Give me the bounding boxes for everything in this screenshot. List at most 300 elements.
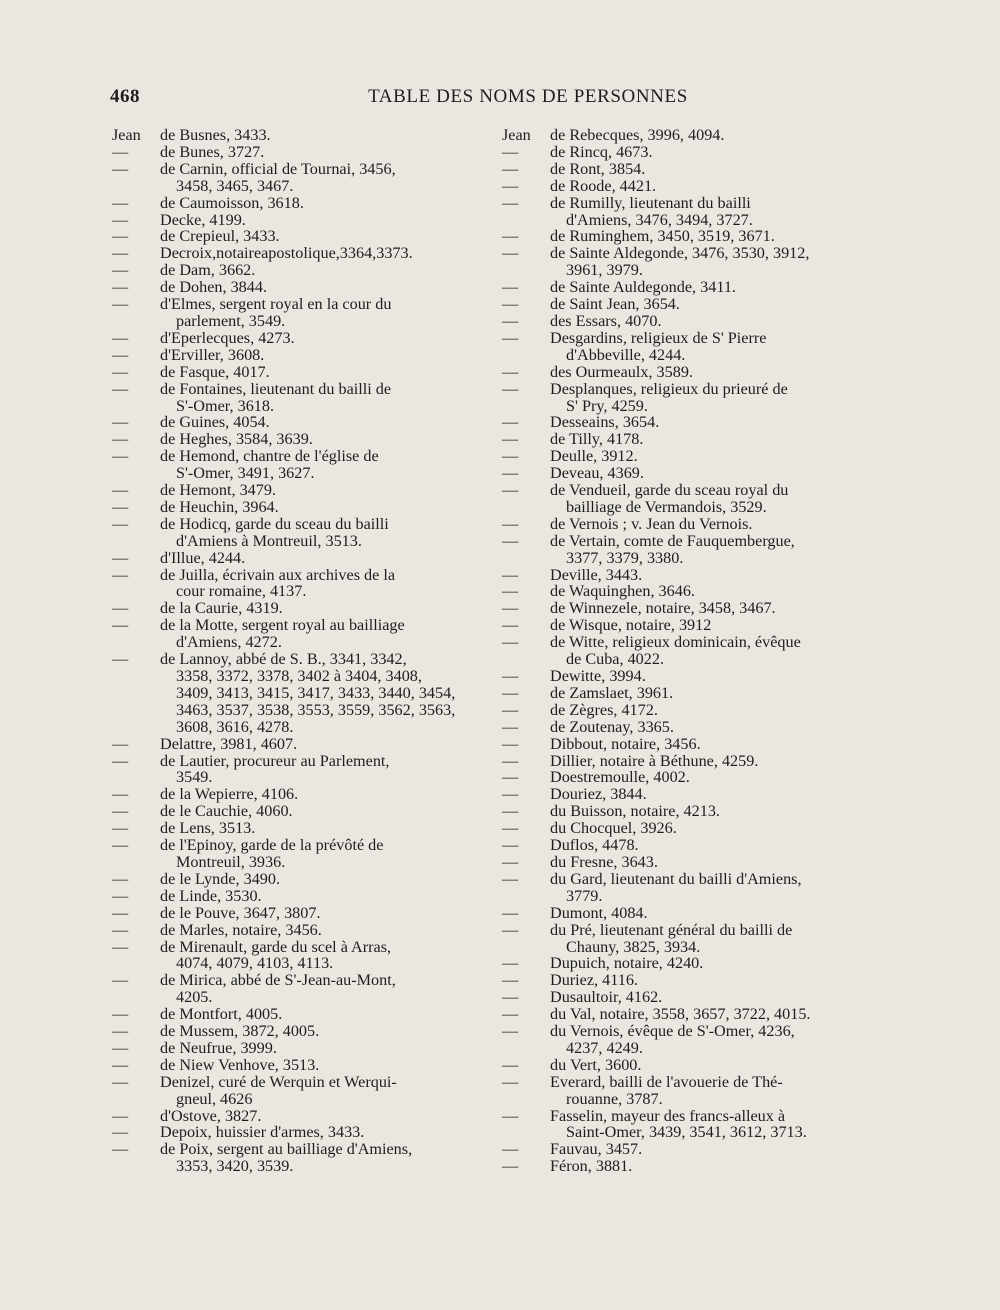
- entry-continuation: bailliage de Vermandois, 3529.: [566, 497, 767, 516]
- entry-text: de Juilla, écrivain aux archives de la: [160, 565, 396, 584]
- entry-text: Depoix, huissier d'armes, 3433.: [160, 1123, 365, 1142]
- entry-text: de Vertain, comte de Fauquembergue,: [550, 531, 795, 550]
- entry-text: de Zamslaet, 3961.: [550, 683, 674, 702]
- entry-text: de Mirenault, garde du scel à Arras,: [160, 937, 392, 956]
- entry-dash: —: [112, 802, 129, 821]
- entry-dash: —: [502, 954, 519, 973]
- entry-text: de la Wepierre, 4106.: [160, 785, 299, 804]
- index-entry: [112, 364, 484, 381]
- index-entry: [502, 482, 880, 516]
- index-entry: [112, 1006, 484, 1023]
- index-entry: [112, 262, 484, 279]
- index-entry: [502, 955, 880, 972]
- entry-text: du Gard, lieutenant du bailli d'Amiens,: [550, 869, 802, 888]
- index-entry: [502, 1057, 880, 1074]
- entry-continuation: de Cuba, 4022.: [566, 650, 665, 669]
- index-entry: [502, 228, 880, 245]
- page-header: [110, 86, 886, 112]
- entry-dash: —: [112, 1106, 129, 1125]
- index-entry: [502, 381, 880, 415]
- entry-continuation: parlement, 3549.: [176, 311, 286, 330]
- entry-text: de Busnes, 3433.: [160, 126, 271, 144]
- entry-forename: Jean: [502, 126, 531, 144]
- entry-dash: —: [502, 599, 519, 618]
- entry-dash: —: [502, 734, 519, 753]
- index-entry: [112, 1074, 484, 1108]
- entry-dash: —: [112, 836, 129, 855]
- entry-text: Fauvau, 3457.: [550, 1140, 643, 1159]
- entry-dash: —: [502, 193, 519, 212]
- entry-dash: —: [502, 768, 519, 787]
- entry-dash: —: [112, 497, 129, 516]
- index-entry: [502, 431, 880, 448]
- entry-text: de Zoutenay, 3365.: [550, 717, 674, 736]
- entry-text: du Vert, 3600.: [550, 1055, 642, 1074]
- entry-dash: —: [502, 379, 519, 398]
- entry-text: d'Elmes, sergent royal en la cour du: [160, 295, 392, 314]
- index-entry: [112, 414, 484, 431]
- index-entry: [112, 212, 484, 229]
- index-entry: [112, 347, 484, 364]
- entry-text: Delattre, 3981, 4607.: [160, 734, 298, 753]
- index-entry: [502, 414, 880, 431]
- entry-continuation: rouanne, 3787.: [566, 1089, 663, 1108]
- index-entry: [112, 1124, 484, 1141]
- entry-continuation: S' Pry, 4259.: [566, 396, 648, 415]
- entry-continuation: 3358, 3372, 3378, 3402 à 3404, 3408,: [176, 667, 422, 685]
- entry-text: de Roode, 4421.: [550, 176, 657, 195]
- entry-text: des Ourmeaulx, 3589.: [550, 362, 693, 381]
- entry-dash: —: [112, 142, 129, 161]
- index-entry: [502, 330, 880, 364]
- entry-text: Dupuich, notaire, 4240.: [550, 954, 704, 973]
- entry-text: Douriez, 3844.: [550, 785, 647, 804]
- entry-dash: —: [112, 295, 129, 314]
- entry-text: Decroix,notaireapostolique,3364,3373.: [160, 244, 413, 263]
- index-entry: [112, 922, 484, 939]
- index-entry: [112, 736, 484, 753]
- entry-continuation: 3458, 3465, 3467.: [176, 176, 294, 195]
- index-entry: [502, 871, 880, 905]
- entry-continuation: 3608, 3616, 4278.: [176, 717, 294, 736]
- entry-continuation: 3353, 3420, 3539.: [176, 1157, 294, 1176]
- entry-text: de Caumoisson, 3618.: [160, 193, 304, 212]
- entry-dash: —: [112, 1072, 129, 1091]
- index-entry: [502, 989, 880, 1006]
- entry-dash: —: [502, 1022, 519, 1041]
- index-entry: [112, 567, 484, 601]
- entry-text: Deville, 3443.: [550, 565, 643, 584]
- index-entry: [112, 448, 484, 482]
- entry-dash: —: [112, 1022, 129, 1041]
- entry-text: de Winnezele, notaire, 3458, 3467.: [550, 599, 776, 618]
- entry-text: du Fresne, 3643.: [550, 852, 658, 871]
- entry-dash: —: [112, 345, 129, 364]
- entry-continuation: 3549.: [176, 768, 213, 787]
- index-entry: [112, 245, 484, 262]
- entry-text: Fasselin, mayeur des francs-alleux à: [550, 1106, 786, 1125]
- entry-dash: —: [112, 227, 129, 246]
- index-entry: [502, 1006, 880, 1023]
- entry-text: de Sainte Aldegonde, 3476, 3530, 3912,: [550, 244, 810, 263]
- entry-text: du Val, notaire, 3558, 3657, 3722, 4015.: [550, 1005, 811, 1024]
- entry-text: d'Ostove, 3827.: [160, 1106, 262, 1125]
- entry-dash: —: [112, 413, 129, 432]
- entry-text: de Zègres, 4172.: [550, 700, 658, 719]
- entry-dash: —: [112, 920, 129, 939]
- entry-dash: —: [502, 430, 519, 449]
- index-entry: [112, 330, 484, 347]
- index-entry: [502, 364, 880, 381]
- index-entry: [112, 195, 484, 212]
- entry-dash: —: [112, 971, 129, 990]
- entry-dash: —: [502, 1005, 519, 1024]
- entry-dash: —: [112, 734, 129, 753]
- entry-continuation: 4237, 4249.: [566, 1038, 643, 1057]
- left-column: [112, 127, 484, 1175]
- entry-dash: —: [502, 683, 519, 702]
- entry-dash: —: [112, 159, 129, 178]
- entry-continuation: 4074, 4079, 4103, 4113.: [176, 954, 334, 973]
- entry-text: de Vernois ; v. Jean du Vernois.: [550, 514, 753, 533]
- entry-text: de Lautier, procureur au Parlement,: [160, 751, 390, 770]
- entry-dash: —: [502, 971, 519, 990]
- entry-dash: —: [502, 481, 519, 500]
- entry-dash: —: [502, 819, 519, 838]
- index-entry: [112, 1108, 484, 1125]
- entry-text: d'Eperlecques, 4273.: [160, 328, 295, 347]
- index-entry: [502, 1141, 880, 1158]
- entry-text: de Lens, 3513.: [160, 819, 256, 838]
- entry-text: de l'Epinoy, garde de la prévôté de: [160, 836, 384, 855]
- entry-text: de Dohen, 3844.: [160, 278, 267, 297]
- index-entry: [112, 482, 484, 499]
- entry-dash: —: [502, 751, 519, 770]
- entry-dash: —: [502, 616, 519, 635]
- entry-dash: —: [502, 328, 519, 347]
- index-entry: [502, 127, 880, 144]
- entry-text: du Buisson, notaire, 4213.: [550, 802, 720, 821]
- index-entry: [502, 516, 880, 533]
- entry-text: Dibbout, notaire, 3456.: [550, 734, 701, 753]
- entry-text: Dumont, 4084.: [550, 903, 648, 922]
- entry-dash: —: [502, 802, 519, 821]
- index-entry: [112, 431, 484, 448]
- index-entry: [112, 617, 484, 651]
- entry-text: de Hemond, chantre de l'église de: [160, 447, 379, 466]
- entry-text: de Marles, notaire, 3456.: [160, 920, 322, 939]
- entry-text: de Crepieul, 3433.: [160, 227, 280, 246]
- entry-dash: —: [502, 852, 519, 871]
- index-entry: [112, 296, 484, 330]
- entry-dash: —: [502, 667, 519, 685]
- running-title: TABLE DES NOMS DE PERSONNES: [368, 86, 688, 107]
- index-entry: [502, 600, 880, 617]
- entry-text: de Carnin, official de Tournai, 3456,: [160, 159, 396, 178]
- entry-dash: —: [112, 616, 129, 635]
- index-entry: [112, 279, 484, 296]
- entry-dash: —: [502, 565, 519, 584]
- entry-text: du Chocquel, 3926.: [550, 819, 677, 838]
- index-entry: [502, 972, 880, 989]
- index-entry: [502, 922, 880, 956]
- entry-dash: —: [502, 227, 519, 246]
- index-entry: [112, 550, 484, 567]
- entry-dash: —: [502, 785, 519, 804]
- entry-dash: —: [112, 447, 129, 466]
- index-entry: [112, 516, 484, 550]
- entry-text: de le Pouve, 3647, 3807.: [160, 903, 321, 922]
- entry-continuation: 3961, 3979.: [566, 261, 643, 280]
- index-entry: [112, 905, 484, 922]
- entry-dash: —: [502, 836, 519, 855]
- entry-text: de la Motte, sergent royal au bailliage: [160, 616, 405, 635]
- index-entry: [502, 279, 880, 296]
- entry-text: de Heghes, 3584, 3639.: [160, 430, 313, 449]
- entry-dash: —: [502, 903, 519, 922]
- entry-text: de la Caurie, 4319.: [160, 599, 283, 618]
- index-entry: [502, 1074, 880, 1108]
- page-number: 468: [110, 86, 140, 107]
- index-entry: [112, 1040, 484, 1057]
- entry-text: de Witte, religieux dominicain, évêque: [550, 633, 801, 652]
- index-entry: [502, 296, 880, 313]
- index-entry: [502, 567, 880, 584]
- index-entry: [112, 381, 484, 415]
- entry-dash: —: [502, 464, 519, 483]
- entry-text: de Poix, sergent au bailliage d'Amiens,: [160, 1140, 413, 1159]
- entry-dash: —: [112, 210, 129, 229]
- entry-continuation: S'-Omer, 3491, 3627.: [176, 464, 315, 483]
- entry-dash: —: [502, 988, 519, 1007]
- entry-text: Denizel, curé de Werquin et Werqui-: [160, 1072, 397, 1091]
- entry-text: Dillier, notaire à Béthune, 4259.: [550, 751, 759, 770]
- entry-text: Doestremoulle, 4002.: [550, 768, 690, 787]
- index-entry: [502, 854, 880, 871]
- entry-dash: —: [112, 548, 129, 567]
- entry-dash: —: [112, 785, 129, 804]
- entry-text: Deulle, 3912.: [550, 447, 638, 466]
- entry-dash: —: [502, 633, 519, 652]
- entry-text: de Rebecques, 3996, 4094.: [550, 126, 725, 144]
- entry-dash: —: [112, 362, 129, 381]
- index-entry: [502, 1108, 880, 1142]
- entry-text: de Dam, 3662.: [160, 261, 256, 280]
- index-entry: [112, 786, 484, 803]
- entry-text: de Heuchin, 3964.: [160, 497, 279, 516]
- entry-dash: —: [502, 142, 519, 161]
- entry-continuation: 4205.: [176, 988, 213, 1007]
- index-entry: [502, 634, 880, 668]
- entry-dash: —: [502, 1106, 519, 1125]
- index-entry: [502, 820, 880, 837]
- entry-dash: —: [502, 295, 519, 314]
- entry-text: de Hodicq, garde du sceau du bailli: [160, 514, 389, 533]
- index-entry: [112, 651, 484, 736]
- entry-dash: —: [112, 869, 129, 888]
- index-entry: [502, 736, 880, 753]
- entry-dash: —: [502, 159, 519, 178]
- entry-dash: —: [502, 1055, 519, 1074]
- index-entry: [502, 1158, 880, 1175]
- entry-dash: —: [112, 379, 129, 398]
- entry-text: de Hemont, 3479.: [160, 481, 276, 500]
- index-entry: [112, 1057, 484, 1074]
- entry-continuation: d'Amiens, 3476, 3494, 3727.: [566, 210, 753, 229]
- entry-dash: —: [112, 481, 129, 500]
- entry-continuation: d'Amiens, 4272.: [176, 633, 282, 652]
- entry-dash: —: [112, 1038, 129, 1057]
- index-entry: [112, 228, 484, 245]
- entry-text: Féron, 3881.: [550, 1157, 633, 1176]
- index-entry: [112, 871, 484, 888]
- index-entry: [112, 144, 484, 161]
- entry-dash: —: [112, 751, 129, 770]
- entry-text: de Rumilly, lieutenant du bailli: [550, 193, 751, 212]
- index-entry: [502, 144, 880, 161]
- entry-dash: —: [502, 244, 519, 263]
- entry-text: Deveau, 4369.: [550, 464, 644, 483]
- entry-dash: —: [112, 1140, 129, 1159]
- index-entry: [112, 972, 484, 1006]
- entry-continuation: 3409, 3413, 3415, 3417, 3433, 3440, 3454,: [176, 683, 456, 702]
- entry-dash: —: [112, 514, 129, 533]
- entry-dash: —: [112, 261, 129, 280]
- entry-text: de Lannoy, abbé de S. B., 3341, 3342,: [160, 650, 407, 669]
- index-entry: [112, 939, 484, 973]
- entry-continuation: 3463, 3537, 3538, 3553, 3559, 3562, 3563,: [176, 700, 456, 719]
- entry-dash: —: [502, 920, 519, 939]
- entry-text: de le Lynde, 3490.: [160, 869, 281, 888]
- entry-text: Dewitte, 3994.: [550, 667, 646, 685]
- entry-continuation: Montreuil, 3936.: [176, 852, 286, 871]
- index-entry: [502, 1023, 880, 1057]
- entry-text: des Essars, 4070.: [550, 311, 662, 330]
- index-entry: [502, 769, 880, 786]
- entry-text: du Vernois, évêque de S'-Omer, 4236,: [550, 1022, 795, 1041]
- entry-dash: —: [112, 886, 129, 905]
- entry-text: d'Illue, 4244.: [160, 548, 246, 567]
- entry-text: Decke, 4199.: [160, 210, 246, 229]
- index-entry: [112, 161, 484, 195]
- entry-text: de Neufrue, 3999.: [160, 1038, 277, 1057]
- entry-text: Everard, bailli de l'avouerie de Thé-: [550, 1072, 783, 1091]
- index-entry: [502, 702, 880, 719]
- entry-text: de Guines, 4054.: [160, 413, 270, 432]
- entry-dash: —: [112, 650, 129, 669]
- entry-text: de Rincq, 4673.: [550, 142, 653, 161]
- entry-dash: —: [502, 176, 519, 195]
- entry-dash: —: [112, 244, 129, 263]
- entry-dash: —: [502, 311, 519, 330]
- entry-dash: —: [112, 328, 129, 347]
- entry-text: de Fasque, 4017.: [160, 362, 270, 381]
- entry-text: Desplanques, religieux du prieuré de: [550, 379, 788, 398]
- entry-text: Desseains, 3654.: [550, 413, 660, 432]
- entry-dash: —: [502, 717, 519, 736]
- entry-text: de Bunes, 3727.: [160, 142, 265, 161]
- entry-text: de Niew Venhove, 3513.: [160, 1055, 320, 1074]
- entry-dash: —: [502, 531, 519, 550]
- entry-text: de Saint Jean, 3654.: [550, 295, 680, 314]
- entry-dash: —: [112, 819, 129, 838]
- entry-dash: —: [502, 514, 519, 533]
- entry-text: de Linde, 3530.: [160, 886, 262, 905]
- index-entry: [502, 837, 880, 854]
- entry-continuation: cour romaine, 4137.: [176, 582, 307, 601]
- entry-dash: —: [502, 1157, 519, 1176]
- entry-text: de Fontaines, lieutenant du bailli de: [160, 379, 392, 398]
- entry-dash: —: [112, 1005, 129, 1024]
- entry-continuation: Chauny, 3825, 3934.: [566, 937, 701, 956]
- entry-text: Dusaultoir, 4162.: [550, 988, 663, 1007]
- entry-forename: Jean: [112, 126, 141, 144]
- entry-dash: —: [112, 903, 129, 922]
- index-entry: [502, 668, 880, 685]
- index-entry: [112, 753, 484, 787]
- entry-text: de Tilly, 4178.: [550, 430, 644, 449]
- entry-dash: —: [502, 362, 519, 381]
- index-entry: [502, 905, 880, 922]
- entry-dash: —: [502, 413, 519, 432]
- index-entry: [112, 1023, 484, 1040]
- index-entry: [502, 448, 880, 465]
- entry-text: de Sainte Auldegonde, 3411.: [550, 278, 736, 297]
- entry-continuation: S'-Omer, 3618.: [176, 396, 275, 415]
- entry-text: d'Erviller, 3608.: [160, 345, 265, 364]
- entry-continuation: d'Amiens à Montreuil, 3513.: [176, 531, 362, 550]
- entry-continuation: 3779.: [566, 886, 603, 905]
- index-entry: [502, 533, 880, 567]
- entry-text: Duriez, 4116.: [550, 971, 638, 990]
- index-entry: [112, 888, 484, 905]
- entry-text: de le Cauchie, 4060.: [160, 802, 293, 821]
- index-entry: [502, 313, 880, 330]
- entry-continuation: 3377, 3379, 3380.: [566, 548, 684, 567]
- entry-dash: —: [112, 565, 129, 584]
- index-entry: [502, 617, 880, 634]
- entry-dash: —: [112, 1055, 129, 1074]
- entry-text: de Waquinghen, 3646.: [550, 582, 695, 601]
- entry-text: de Mussem, 3872, 4005.: [160, 1022, 320, 1041]
- index-entry: [502, 195, 880, 229]
- index-entry: [502, 583, 880, 600]
- entry-dash: —: [112, 193, 129, 212]
- entry-text: de Vendueil, garde du sceau royal du: [550, 481, 789, 500]
- entry-text: Desgardins, religieux de S' Pierre: [550, 328, 767, 347]
- entry-dash: —: [112, 430, 129, 449]
- entry-continuation: gneul, 4626: [176, 1089, 253, 1108]
- index-entry: [502, 245, 880, 279]
- index-entry: [502, 178, 880, 195]
- index-entry: [112, 803, 484, 820]
- entry-continuation: Saint-Omer, 3439, 3541, 3612, 3713.: [566, 1123, 807, 1142]
- entry-text: de Ruminghem, 3450, 3519, 3671.: [550, 227, 775, 246]
- entry-text: Duflos, 4478.: [550, 836, 639, 855]
- index-entry: [502, 465, 880, 482]
- index-entry: [502, 161, 880, 178]
- entry-dash: —: [502, 278, 519, 297]
- entry-text: du Pré, lieutenant général du bailli de: [550, 920, 793, 939]
- index-entry: [502, 719, 880, 736]
- entry-text: de Mirica, abbé de S'-Jean-au-Mont,: [160, 971, 396, 990]
- index-entry: [112, 820, 484, 837]
- entry-dash: —: [112, 278, 129, 297]
- entry-dash: —: [112, 1123, 129, 1142]
- entry-dash: —: [112, 937, 129, 956]
- index-entry: [502, 685, 880, 702]
- entry-dash: —: [502, 700, 519, 719]
